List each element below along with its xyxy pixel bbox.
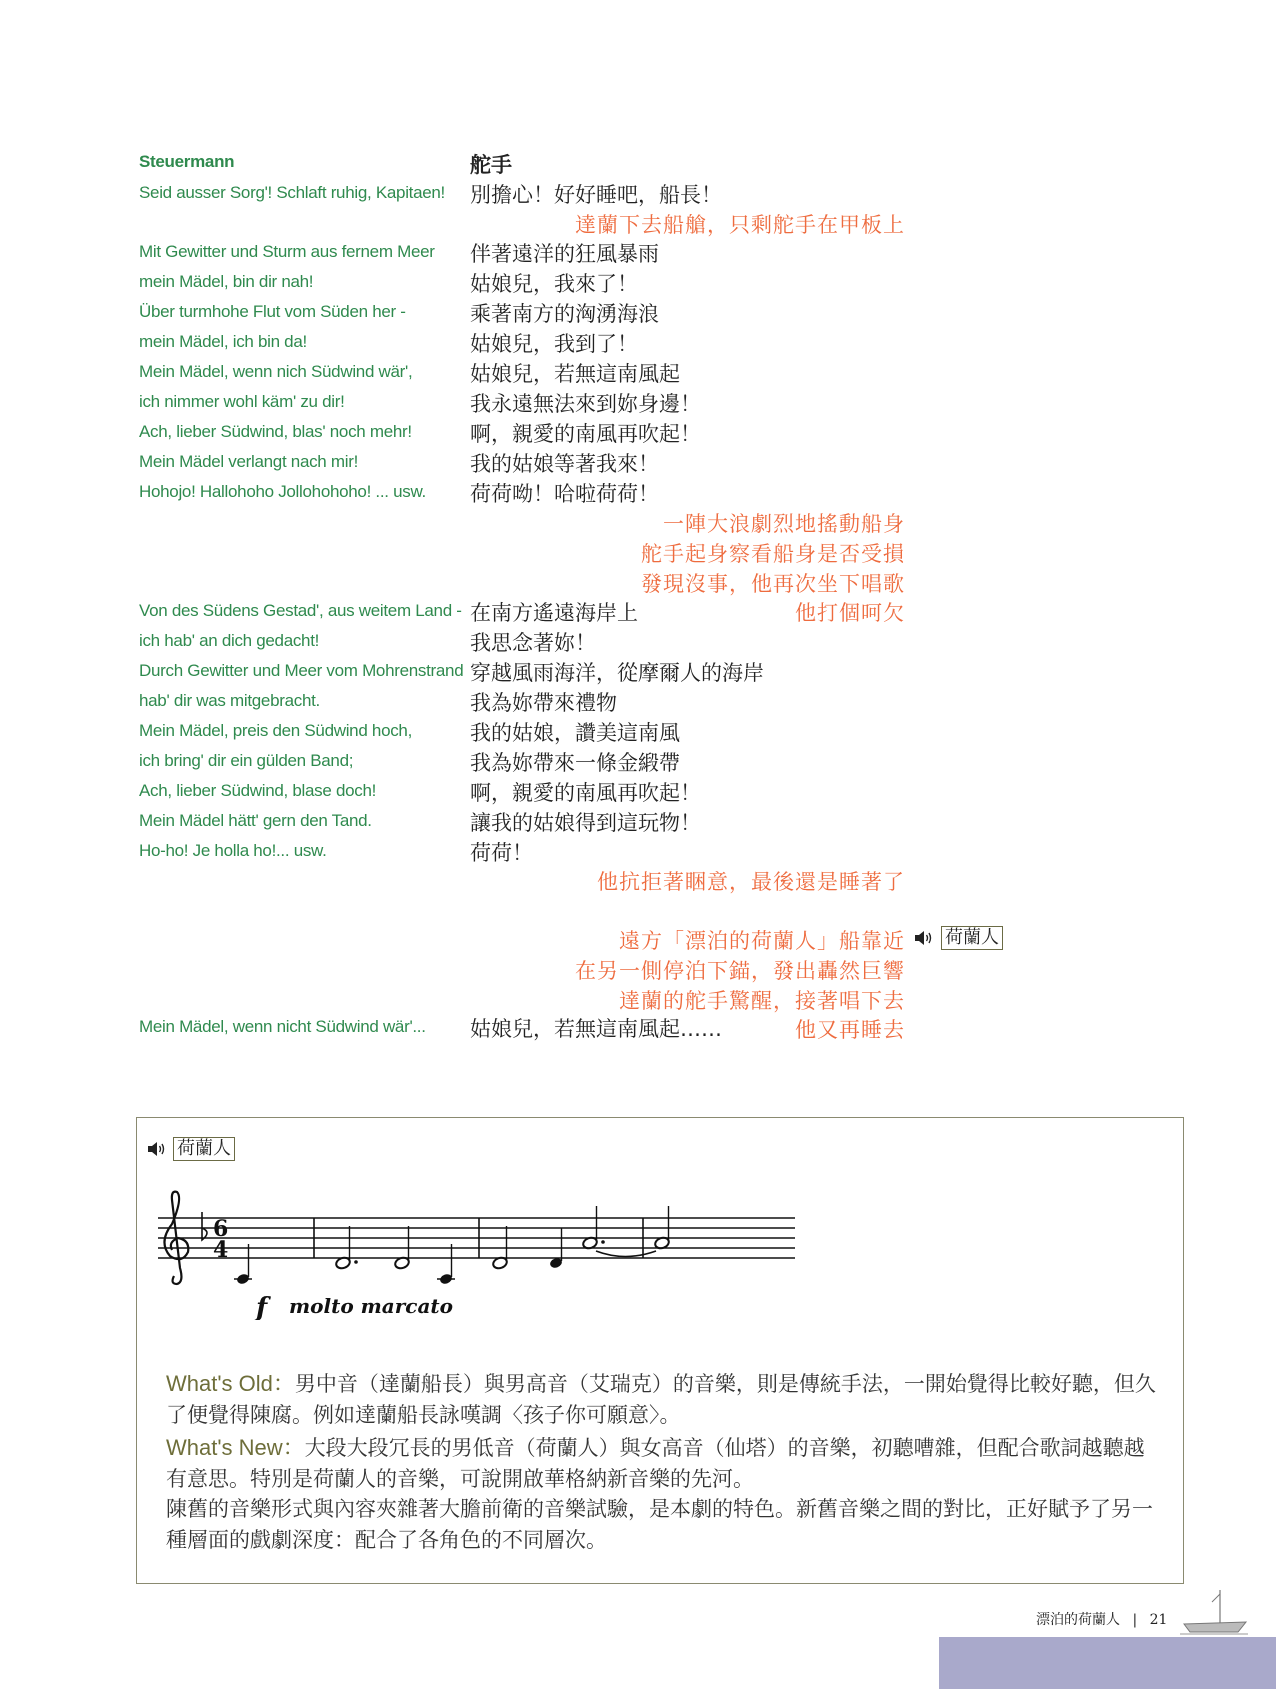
audio-tag-dutchman[interactable]: 荷蘭人: [173, 1137, 235, 1161]
expression-marking: molto marcato: [289, 1294, 454, 1318]
german-line: ich bring' dir ein gülden Band;: [139, 751, 354, 770]
flat-sign-icon: [202, 1212, 207, 1240]
german-line: Ach, lieber Südwind, blas' noch mehr!: [139, 422, 412, 441]
german-line: ich nimmer wohl käm' zu dir!: [139, 392, 345, 411]
german-line: Mein Mädel hätt' gern den Tand.: [139, 811, 372, 830]
german-line: Von des Südens Gestad', aus weitem Land -: [139, 601, 462, 620]
chinese-line: 乘著南方的洶湧海浪: [470, 302, 659, 326]
stage-direction: 他又再睡去: [795, 1018, 905, 1042]
german-line: Ho-ho! Je holla ho!... usw.: [139, 841, 327, 860]
dynamic-marking: f: [256, 1293, 268, 1320]
chinese-line: 我的姑娘等著我來！: [470, 452, 659, 476]
time-signature-top: 6: [213, 1216, 229, 1242]
whats-new-label: What's New：: [166, 1435, 305, 1460]
footer-separator: |: [1132, 1612, 1138, 1628]
chinese-line: 我思念著妳！: [470, 631, 596, 655]
book-title: 漂泊的荷蘭人: [1036, 1612, 1120, 1628]
whats-old-label: What's Old：: [166, 1371, 295, 1396]
chinese-line: 荷荷呦！哈啦荷荷！: [470, 482, 659, 506]
chinese-line: 啊，親愛的南風再吹起！: [470, 422, 701, 446]
chinese-speaker-header: 舵手: [470, 153, 512, 177]
whats-new-text: 有意思。特別是荷蘭人的音樂，可說開啟華格納新音樂的先河。: [166, 1467, 754, 1491]
footer-color-bar: [939, 1637, 1276, 1689]
stage-direction: 達蘭的舵手驚醒，接著唱下去: [619, 989, 905, 1013]
speaker-icon[interactable]: [914, 930, 934, 946]
whats-old-text: 了便覺得陳腐。例如達蘭船長詠嘆調〈孩子你可願意〉。: [166, 1403, 681, 1427]
audio-tag-dutchman[interactable]: 荷蘭人: [941, 926, 1003, 950]
page-number: 21: [1149, 1612, 1168, 1628]
german-line: Hohojo! Hallohoho Jollohohoho! ... usw.: [139, 482, 426, 501]
german-line: Mein Mädel verlangt nach mir!: [139, 452, 359, 471]
chinese-line: 讓我的姑娘得到這玩物！: [470, 811, 701, 835]
chinese-line: 伴著遠洋的狂風暴雨: [470, 242, 659, 266]
chinese-line: 穿越風雨海洋，從摩爾人的海岸: [470, 661, 764, 685]
chinese-line: 啊，親愛的南風再吹起！: [470, 781, 701, 805]
sailing-ship-icon: [1176, 1588, 1250, 1640]
stage-direction: 達蘭下去船艙，只剩舵手在甲板上: [575, 213, 905, 237]
chinese-line: 姑娘兒，若無這南風起……: [470, 1017, 722, 1041]
chinese-line: 我的姑娘，讚美這南風: [470, 721, 680, 745]
german-line: Ach, lieber Südwind, blase doch!: [139, 781, 377, 800]
chinese-line: 姑娘兒，我來了！: [470, 272, 638, 296]
whats-new-text: 大段大段冗長的男低音（荷蘭人）與女高音（仙塔）的音樂，初聽嘈雜，但配合歌詞越聽越: [304, 1436, 1145, 1460]
stage-direction: 舵手起身察看船身是否受損: [641, 542, 905, 566]
german-line: mein Mädel, ich bin da!: [139, 332, 307, 351]
german-line: ich hab' an dich gedacht!: [139, 631, 320, 650]
whats-new-paragraph: [166, 1432, 1156, 1495]
page-footer: [1036, 1609, 1167, 1629]
chinese-line: 別擔心！好好睡吧，船長！: [470, 183, 722, 207]
stage-direction: 在另一側停泊下錨，發出轟然巨響: [575, 959, 905, 983]
time-signature-bottom: 4: [213, 1237, 229, 1263]
german-line: Mein Mädel, preis den Südwind hoch,: [139, 721, 412, 740]
chinese-line: 姑娘兒，我到了！: [470, 332, 638, 356]
german-line: hab' dir was mitgebracht.: [139, 691, 320, 710]
stage-direction: 遠方「漂泊的荷蘭人」船靠近: [619, 929, 905, 953]
german-line: Durch Gewitter und Meer vom Mohrenstrand: [139, 661, 464, 680]
stage-direction: 他抗拒著睏意，最後還是睡著了: [597, 870, 905, 894]
chinese-line: 我為妳帶來禮物: [470, 691, 617, 715]
summary-text: 陳舊的音樂形式與內容夾雜著大膽前衛的音樂試驗，是本劇的特色。新舊音樂之間的對比，正好賦予了另一: [166, 1497, 1153, 1521]
stage-direction: 發現沒事，他再次坐下唱歌: [641, 572, 905, 596]
chinese-line: 姑娘兒，若無這南風起: [470, 362, 680, 386]
german-line: Mein Mädel, wenn nich Südwind wär',: [139, 362, 413, 381]
german-line: Seid ausser Sorg'! Schlaft ruhig, Kapitaen!: [139, 183, 445, 202]
chinese-line: 我為妳帶來一條金緞帶: [470, 751, 680, 775]
german-line: Über turmhohe Flut vom Süden her -: [139, 302, 406, 321]
stage-direction: 他打個呵欠: [795, 601, 905, 625]
whats-old-paragraph: [166, 1368, 1156, 1431]
music-score: [150, 1180, 800, 1320]
summary-paragraph: [166, 1494, 1156, 1556]
speaker-icon[interactable]: [147, 1141, 167, 1157]
german-line: mein Mädel, bin dir nah!: [139, 272, 314, 291]
stage-direction: 一陣大浪劇烈地搖動船身: [663, 512, 905, 536]
whats-old-text: 男中音（達蘭船長）與男高音（艾瑞克）的音樂，則是傳統手法，一開始覺得比較好聽，但久: [294, 1372, 1156, 1396]
german-line: Mein Mädel, wenn nicht Südwind wär'...: [139, 1017, 426, 1036]
summary-text: 種層面的戲劇深度：配合了各角色的不同層次。: [166, 1528, 607, 1552]
chinese-line: 在南方遙遠海岸上: [470, 601, 638, 625]
chinese-line: 荷荷！: [470, 841, 533, 865]
german-speaker-header: Steuermann: [139, 152, 235, 171]
chinese-line: 我永遠無法來到妳身邊！: [470, 392, 701, 416]
german-line: Mit Gewitter und Sturm aus fernem Meer: [139, 242, 435, 261]
